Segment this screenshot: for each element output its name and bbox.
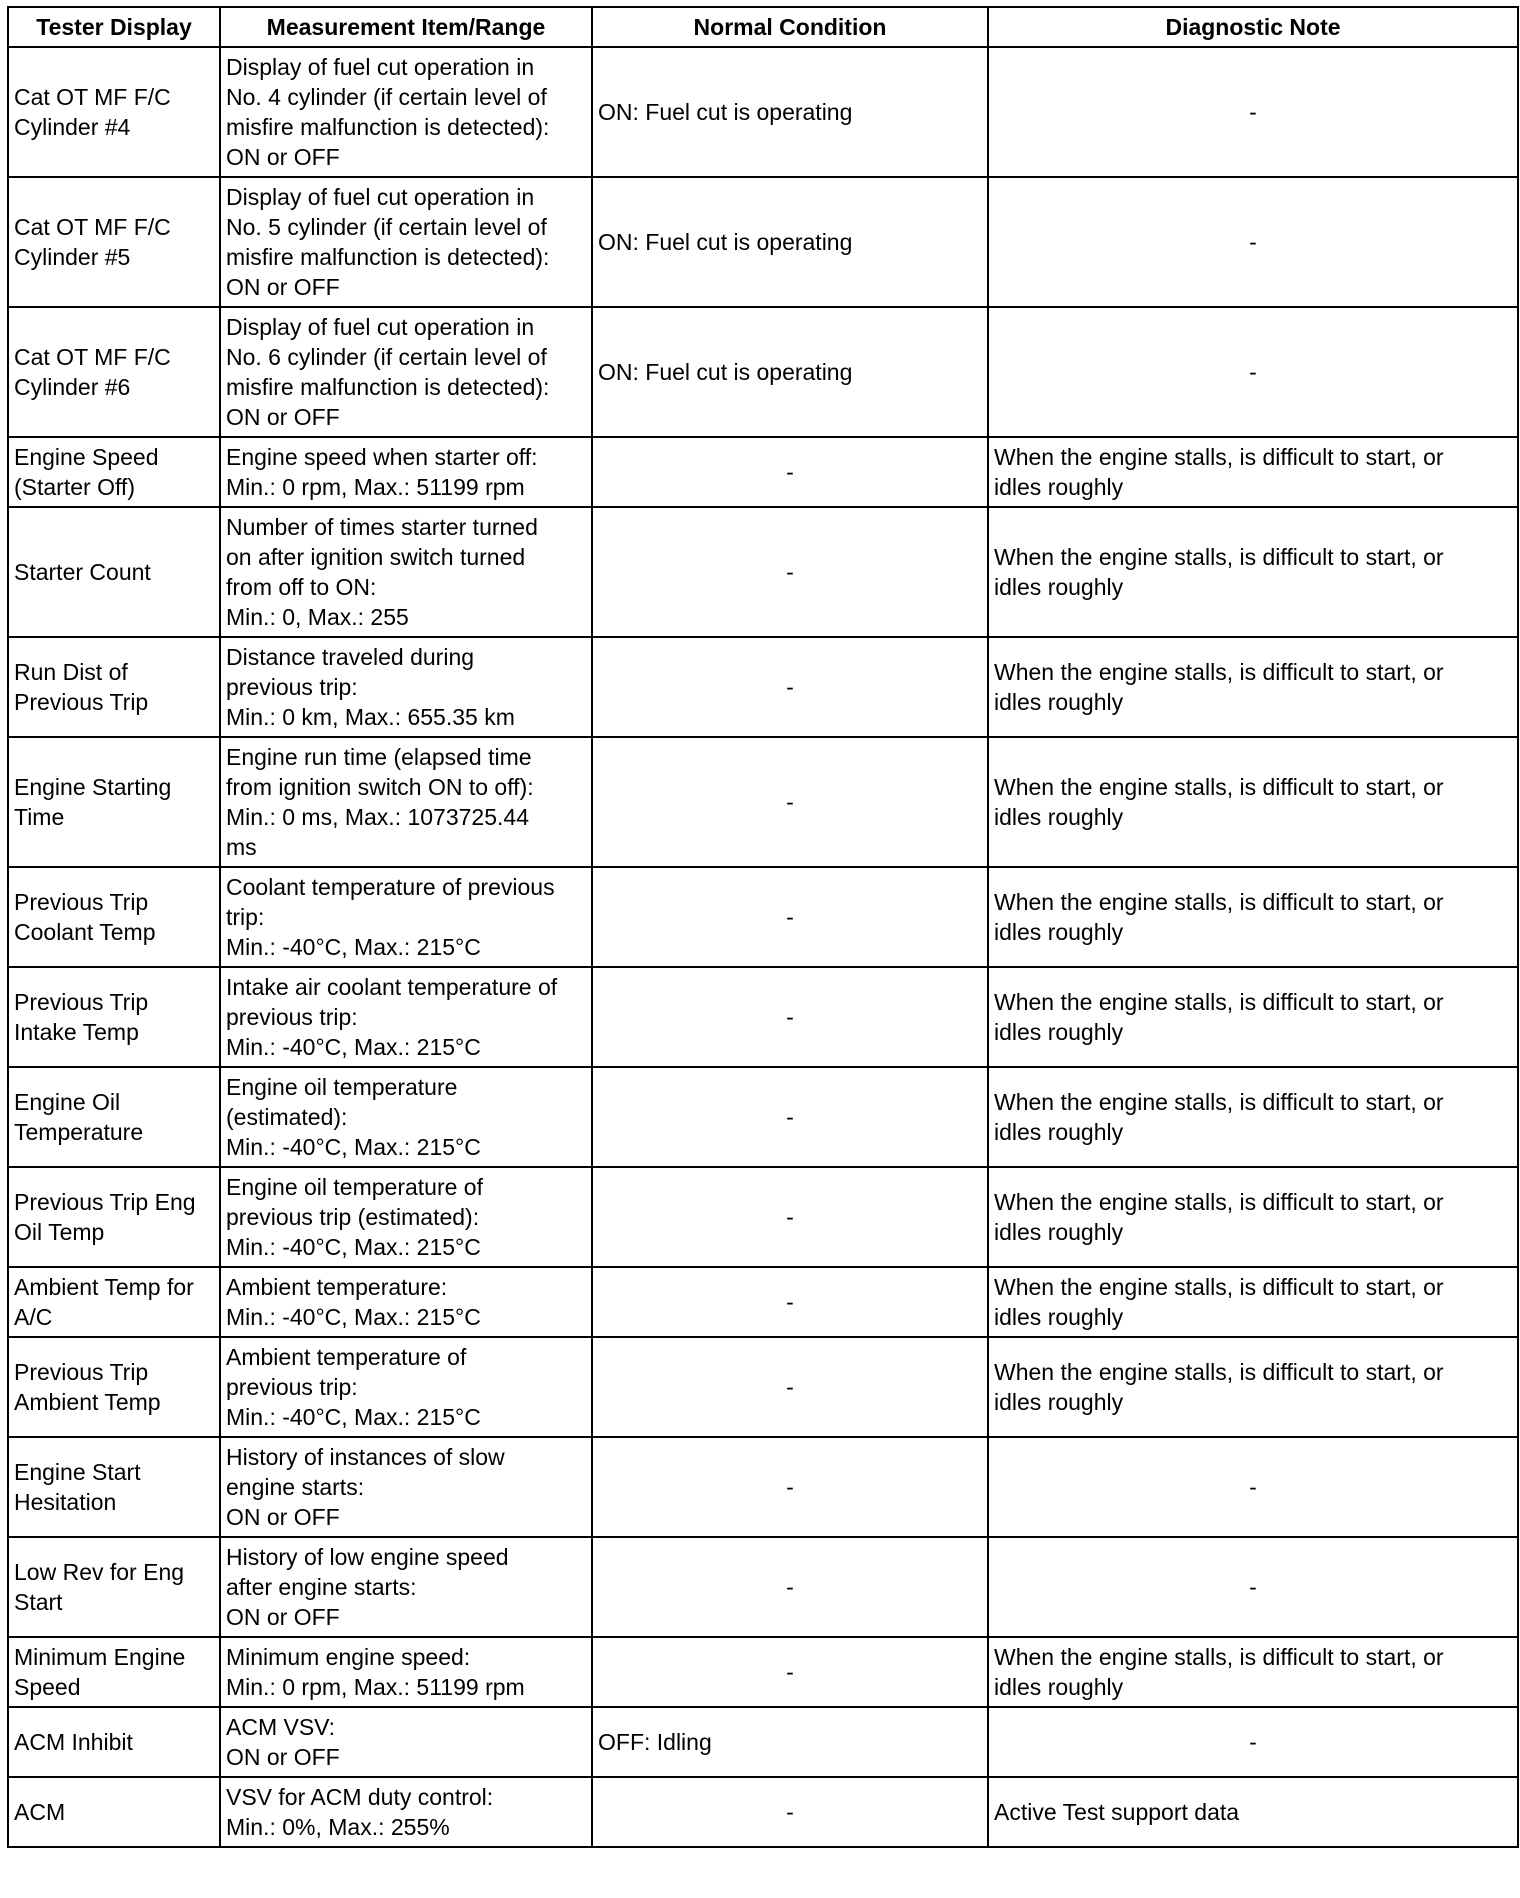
cell-measurement-range: VSV for ACM duty control: Min.: 0%, Max.: 255%	[220, 1777, 592, 1847]
cell-diagnostic-note: -	[988, 307, 1518, 437]
cell-tester-display: Ambient Temp for A/C	[8, 1267, 220, 1337]
cell-diagnostic-note: When the engine stalls, is difficult to start, or idles roughly	[988, 637, 1518, 737]
cell-tester-display: Engine Start Hesitation	[8, 1437, 220, 1537]
cell-normal-condition: -	[592, 867, 988, 967]
cell-measurement-range: Minimum engine speed: Min.: 0 rpm, Max.: 51199 rpm	[220, 1637, 592, 1707]
cell-diagnostic-note: When the engine stalls, is difficult to start, or idles roughly	[988, 1637, 1518, 1707]
cell-tester-display: ACM	[8, 1777, 220, 1847]
table-row	[8, 1067, 1518, 1167]
cell-measurement-range: Ambient temperature: Min.: -40°C, Max.: 215°C	[220, 1267, 592, 1337]
cell-measurement-range: History of instances of slow engine starts: ON or OFF	[220, 1437, 592, 1537]
cell-tester-display: Cat OT MF F/C Cylinder #6	[8, 307, 220, 437]
cell-measurement-range: Display of fuel cut operation in No. 4 cylinder (if certain level of misfire malfunction is detected): ON or OFF	[220, 47, 592, 177]
cell-normal-condition: -	[592, 1637, 988, 1707]
cell-tester-display: Engine Starting Time	[8, 737, 220, 867]
header-measurement-item-range: Measurement Item/Range	[220, 7, 592, 47]
cell-measurement-range: Engine run time (elapsed time from ignition switch ON to off): Min.: 0 ms, Max.: 1073725.44 ms	[220, 737, 592, 867]
cell-measurement-range: Engine oil temperature (estimated): Min.: -40°C, Max.: 215°C	[220, 1067, 592, 1167]
cell-tester-display: Cat OT MF F/C Cylinder #5	[8, 177, 220, 307]
cell-tester-display: ACM Inhibit	[8, 1707, 220, 1777]
data-list-table	[7, 6, 1519, 1848]
cell-diagnostic-note: -	[988, 177, 1518, 307]
cell-normal-condition: -	[592, 1777, 988, 1847]
cell-normal-condition: ON: Fuel cut is operating	[592, 47, 988, 177]
cell-measurement-range: Engine speed when starter off: Min.: 0 rpm, Max.: 51199 rpm	[220, 437, 592, 507]
cell-normal-condition: -	[592, 1067, 988, 1167]
table-header-row	[8, 7, 1518, 47]
cell-measurement-range: Number of times starter turned on after ignition switch turned from off to ON: Min.: 0, Max.: 255	[220, 507, 592, 637]
table-row	[8, 1267, 1518, 1337]
cell-normal-condition: -	[592, 737, 988, 867]
header-tester-display: Tester Display	[8, 7, 220, 47]
cell-tester-display: Minimum Engine Speed	[8, 1637, 220, 1707]
cell-diagnostic-note: Active Test support data	[988, 1777, 1518, 1847]
cell-measurement-range: Intake air coolant temperature of previous trip: Min.: -40°C, Max.: 215°C	[220, 967, 592, 1067]
table-row	[8, 1777, 1518, 1847]
table-row	[8, 967, 1518, 1067]
header-diagnostic-note: Diagnostic Note	[988, 7, 1518, 47]
cell-diagnostic-note: When the engine stalls, is difficult to start, or idles roughly	[988, 867, 1518, 967]
cell-measurement-range: History of low engine speed after engine starts: ON or OFF	[220, 1537, 592, 1637]
cell-normal-condition: -	[592, 1337, 988, 1437]
cell-diagnostic-note: -	[988, 1537, 1518, 1637]
cell-measurement-range: Distance traveled during previous trip: Min.: 0 km, Max.: 655.35 km	[220, 637, 592, 737]
table-row	[8, 1537, 1518, 1637]
cell-diagnostic-note: When the engine stalls, is difficult to start, or idles roughly	[988, 437, 1518, 507]
cell-measurement-range: Coolant temperature of previous trip: Min.: -40°C, Max.: 215°C	[220, 867, 592, 967]
cell-normal-condition: ON: Fuel cut is operating	[592, 177, 988, 307]
cell-diagnostic-note: When the engine stalls, is difficult to start, or idles roughly	[988, 1267, 1518, 1337]
cell-tester-display: Previous Trip Intake Temp	[8, 967, 220, 1067]
cell-diagnostic-note: When the engine stalls, is difficult to start, or idles roughly	[988, 1337, 1518, 1437]
cell-diagnostic-note: -	[988, 1707, 1518, 1777]
table-row	[8, 507, 1518, 637]
cell-normal-condition: -	[592, 1167, 988, 1267]
cell-tester-display: Previous Trip Coolant Temp	[8, 867, 220, 967]
cell-normal-condition: -	[592, 1267, 988, 1337]
table-row	[8, 307, 1518, 437]
table-row	[8, 1437, 1518, 1537]
table-row	[8, 867, 1518, 967]
cell-diagnostic-note: -	[988, 1437, 1518, 1537]
cell-diagnostic-note: -	[988, 47, 1518, 177]
cell-diagnostic-note: When the engine stalls, is difficult to start, or idles roughly	[988, 507, 1518, 637]
table-row	[8, 1707, 1518, 1777]
table-body	[8, 47, 1518, 1847]
table-row	[8, 1337, 1518, 1437]
cell-diagnostic-note: When the engine stalls, is difficult to start, or idles roughly	[988, 1167, 1518, 1267]
table-row	[8, 47, 1518, 177]
cell-measurement-range: Ambient temperature of previous trip: Min.: -40°C, Max.: 215°C	[220, 1337, 592, 1437]
cell-measurement-range: Display of fuel cut operation in No. 6 cylinder (if certain level of misfire malfunction is detected): ON or OFF	[220, 307, 592, 437]
table-row	[8, 437, 1518, 507]
data-list-table-container	[7, 6, 1517, 1848]
cell-normal-condition: -	[592, 437, 988, 507]
cell-tester-display: Previous Trip Ambient Temp	[8, 1337, 220, 1437]
table-row	[8, 1637, 1518, 1707]
cell-tester-display: Starter Count	[8, 507, 220, 637]
cell-diagnostic-note: When the engine stalls, is difficult to start, or idles roughly	[988, 1067, 1518, 1167]
cell-normal-condition: -	[592, 1437, 988, 1537]
cell-tester-display: Previous Trip Eng Oil Temp	[8, 1167, 220, 1267]
table-row	[8, 737, 1518, 867]
cell-diagnostic-note: When the engine stalls, is difficult to start, or idles roughly	[988, 967, 1518, 1067]
cell-tester-display: Run Dist of Previous Trip	[8, 637, 220, 737]
cell-measurement-range: Engine oil temperature of previous trip (estimated): Min.: -40°C, Max.: 215°C	[220, 1167, 592, 1267]
cell-tester-display: Engine Speed (Starter Off)	[8, 437, 220, 507]
cell-normal-condition: OFF: Idling	[592, 1707, 988, 1777]
cell-normal-condition: -	[592, 1537, 988, 1637]
cell-normal-condition: -	[592, 967, 988, 1067]
cell-diagnostic-note: When the engine stalls, is difficult to start, or idles roughly	[988, 737, 1518, 867]
cell-tester-display: Engine Oil Temperature	[8, 1067, 220, 1167]
table-row	[8, 177, 1518, 307]
table-row	[8, 637, 1518, 737]
cell-measurement-range: ACM VSV: ON or OFF	[220, 1707, 592, 1777]
cell-tester-display: Cat OT MF F/C Cylinder #4	[8, 47, 220, 177]
cell-normal-condition: ON: Fuel cut is operating	[592, 307, 988, 437]
header-normal-condition: Normal Condition	[592, 7, 988, 47]
cell-normal-condition: -	[592, 507, 988, 637]
cell-tester-display: Low Rev for Eng Start	[8, 1537, 220, 1637]
cell-normal-condition: -	[592, 637, 988, 737]
cell-measurement-range: Display of fuel cut operation in No. 5 cylinder (if certain level of misfire malfunction is detected): ON or OFF	[220, 177, 592, 307]
table-row	[8, 1167, 1518, 1267]
